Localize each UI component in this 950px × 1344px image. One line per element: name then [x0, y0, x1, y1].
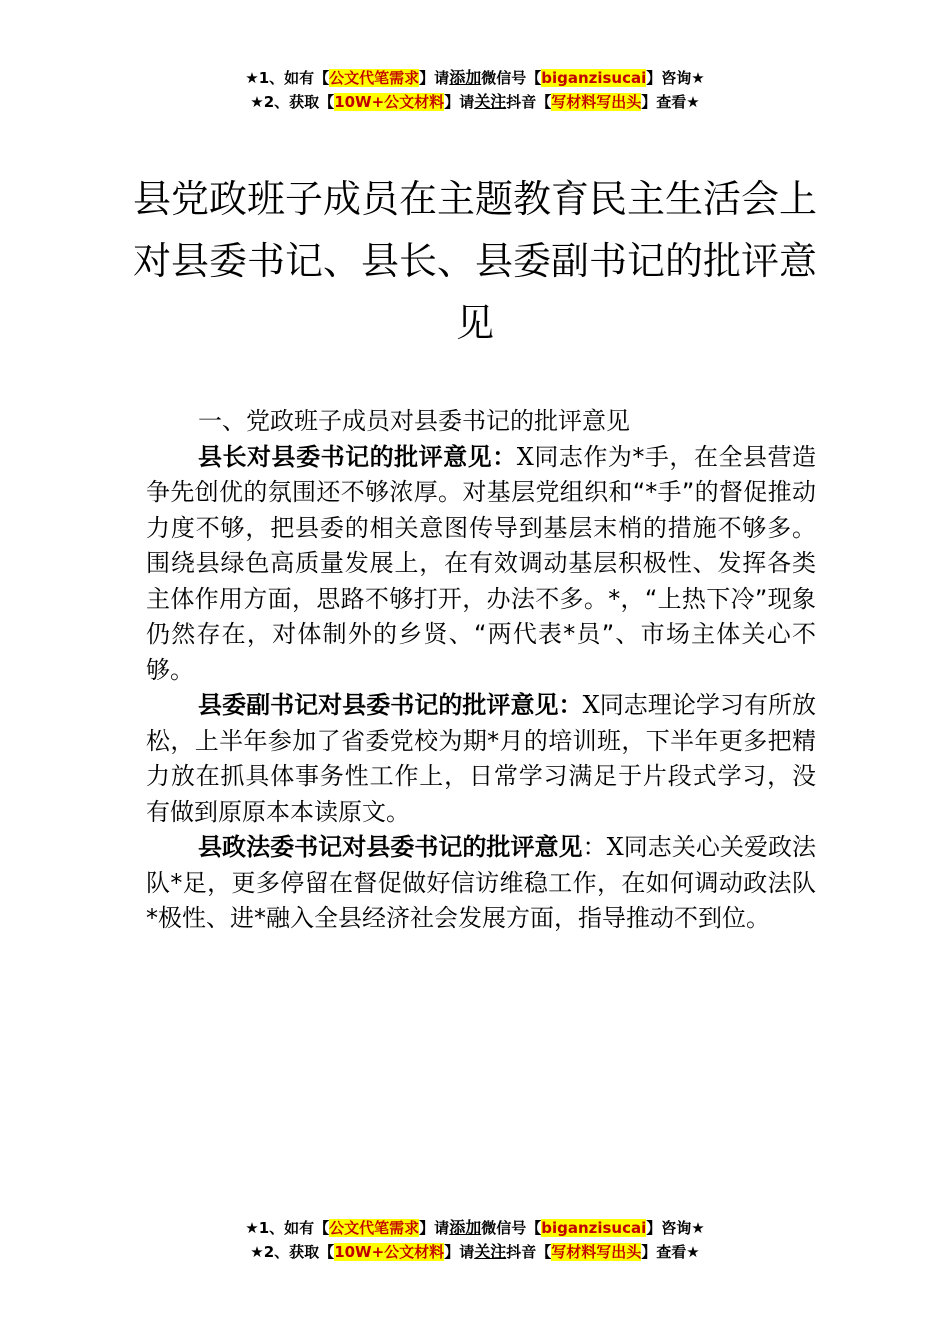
banner-text: 微信号【: [481, 1219, 542, 1237]
banner-text: ★2、获取【: [250, 93, 335, 111]
header-banner: [0, 66, 950, 114]
paragraph-text: 同志理论学习有所放松，上半年参加了省委党校为期*月的培训班，下半年更多把精力放在抓具体事务性工作上，日常学习满足于片段式学习，没有做到原原本本读原文。: [146, 691, 817, 826]
section-heading-text: 一、党政班子成员对县委书记的批评意见: [198, 407, 630, 435]
title-line: 见: [455, 301, 494, 345]
banner-text: 】查看★: [641, 93, 700, 111]
banner-highlight: 写材料写出头: [551, 93, 642, 111]
paragraph-label: 县长对县委书记的批评意见：: [198, 442, 517, 471]
paragraph-label: 县政法委书记对县委书记的批评意见: [198, 833, 583, 861]
document-body: [146, 404, 816, 937]
paragraph-deputy-secretary: [146, 688, 816, 830]
banner-text: 】咨询★: [646, 69, 705, 87]
paragraph-x: X: [582, 691, 600, 719]
banner-text: 抖音【: [506, 1243, 552, 1261]
banner-highlight: 写材料写出头: [551, 1243, 642, 1261]
title-line: 县党政班子成员在主题教育民主生活会上: [132, 177, 817, 221]
section-heading: [146, 404, 816, 440]
paragraph-colon: ：: [582, 833, 607, 861]
banner-underlined: 添加: [449, 68, 482, 87]
document-title: [100, 168, 850, 354]
banner-highlight: biganzisucai: [541, 69, 647, 87]
banner-underlined: 关注: [474, 92, 507, 111]
banner-text: ★1、如有【: [245, 69, 330, 87]
paragraph-label: 县委副书记对县委书记的批评意见：: [198, 691, 583, 719]
banner-highlight: 10W+公文材料: [334, 93, 445, 111]
paragraph-text: 同志作为*手，在全县营造争先创优的氛围还不够浓厚。对基层党组织和“*手”的督促推动力度不够，把县委的相关意图传导到基层末梢的措施不够多。围绕县绿色高质量发展上，在有效调动基层积极性、发挥各类主体作用方面，思路不够打开，办法不多。*，“上热下冷”现象仍然存在，对体制外的乡贤、“两代表*员”、市场主体关心不够。: [146, 442, 817, 684]
paragraph-x: X: [606, 833, 624, 861]
title-line: 对县委书记、县长、县委副书记的批评意: [132, 239, 817, 283]
banner-text: 】请: [444, 93, 475, 111]
banner-line-1: [0, 66, 950, 90]
banner-text: ★1、如有【: [245, 1219, 330, 1237]
banner-underlined: 添加: [449, 1218, 482, 1237]
paragraph-political-legal-secretary: [146, 830, 816, 937]
banner-underlined: 关注: [474, 1242, 507, 1261]
paragraph-county-mayor: [146, 440, 816, 689]
banner-text: 抖音【: [506, 93, 552, 111]
banner-text: 】请: [444, 1243, 475, 1261]
paragraph-x: X: [516, 442, 534, 471]
banner-highlight: biganzisucai: [541, 1219, 647, 1237]
banner-text: ★2、获取【: [250, 1243, 335, 1261]
banner-line-1: [0, 1216, 950, 1240]
banner-text: 】咨询★: [646, 1219, 705, 1237]
banner-text: 】查看★: [641, 1243, 700, 1261]
banner-text: 】请: [419, 69, 450, 87]
footer-banner: [0, 1216, 950, 1264]
banner-text: 】请: [419, 1219, 450, 1237]
banner-line-2: [0, 90, 950, 114]
banner-highlight: 10W+公文材料: [334, 1243, 445, 1261]
banner-highlight: 公文代笔需求: [329, 69, 420, 87]
banner-line-2: [0, 1240, 950, 1264]
paragraph-text: 同志关心关爱政法队*足，更多停留在督促做好信访维稳工作，在如何调动政法队*极性、进*融入全县经济社会发展方面，指导推动不到位。: [146, 833, 817, 932]
banner-highlight: 公文代笔需求: [329, 1219, 420, 1237]
banner-text: 微信号【: [481, 69, 542, 87]
